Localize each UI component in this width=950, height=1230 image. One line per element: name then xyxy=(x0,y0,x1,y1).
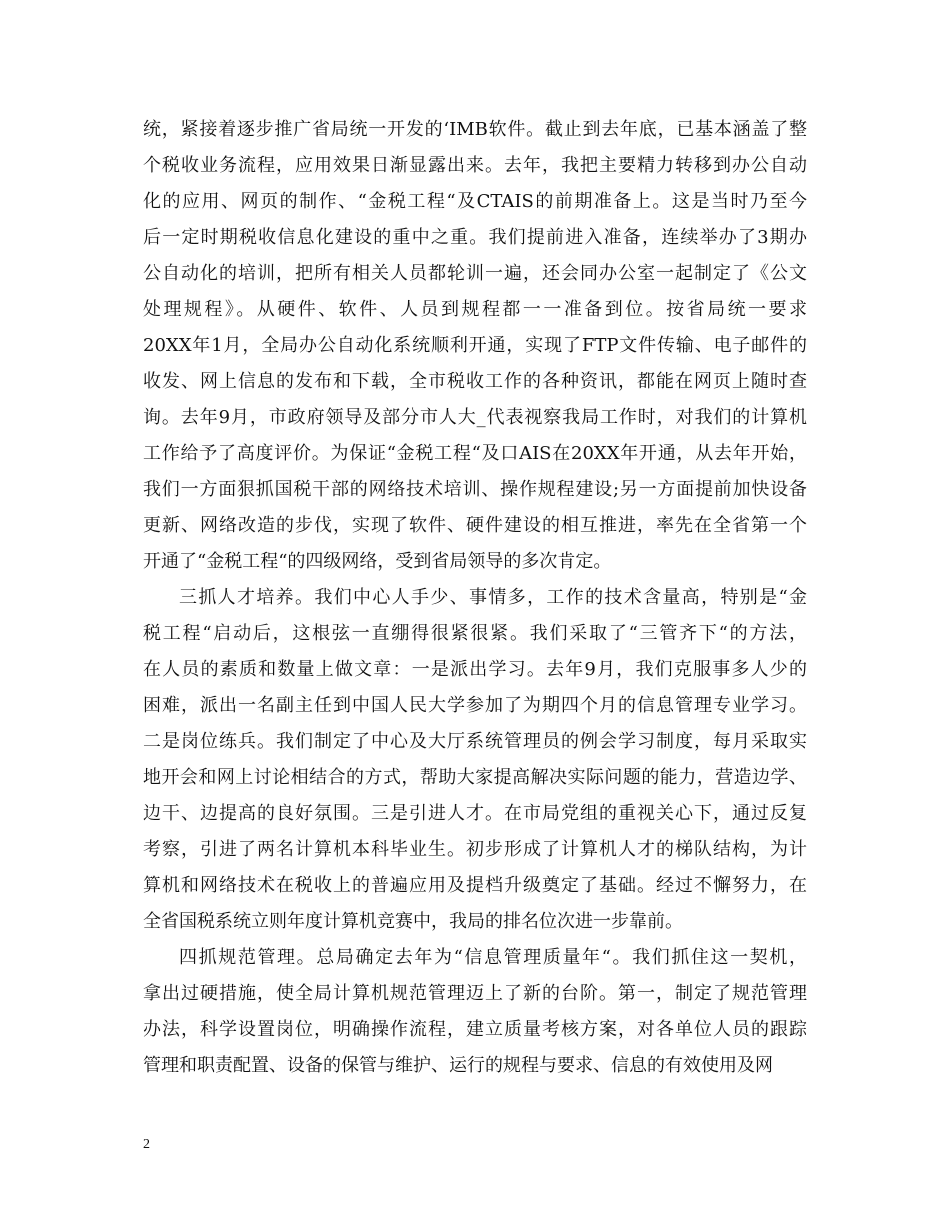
text-line: 困难，派出一名副主任到中国人民大学参加了为期四个月的信息管理专业学习。 xyxy=(143,695,807,716)
paragraph xyxy=(143,580,807,940)
text-line: 统，紧接着逐步推广省局统一开发的‘IMB软件。截止到去年底，已基本涵盖了整 xyxy=(143,119,807,140)
text-line: 我们一方面狠抓国税干部的网络技术培训、操作规程建设;另一方面提前加快设备 xyxy=(143,479,807,500)
text-line: 二是岗位练兵。我们制定了中心及大厅系统管理员的例会学习制度，每月采取实 xyxy=(143,731,807,752)
text-line: 收发、网上信息的发布和下载，全市税收工作的各种资讯，都能在网页上随时查 xyxy=(143,371,807,392)
text-line: 个税收业务流程，应用效果日渐显露出来。去年，我把主要精力转移到办公自动 xyxy=(143,155,807,176)
text-line: 处理规程》。从硬件、软件、人员到规程都一一准备到位。按省局统一要求 xyxy=(143,299,807,320)
page-number: 2 xyxy=(143,1137,150,1152)
text-line: 边干、边提高的良好氛围。三是引进人才。在市局党组的重视关心下，通过反复 xyxy=(143,803,807,824)
text-line: 税工程“启动后，这根弦一直绷得很紧很紧。我们采取了“三管齐下“的方法， xyxy=(143,623,807,644)
text-line: 全省国税系统立则年度计算机竞赛中，我局的排名位次进一步靠前。 xyxy=(143,911,683,932)
text-line: 开通了“金税工程“的四级网络，受到省局领导的多次肯定。 xyxy=(143,551,612,572)
text-line: 在人员的素质和数量上做文章：一是派出学习。去年9月，我们克服事多人少的 xyxy=(143,659,807,680)
text-line: 更新、网络改造的步伐，实现了软件、硬件建设的相互推进，率先在全省第一个 xyxy=(143,515,807,536)
text-line: 三抓人才培养。我们中心人手少、事情多，工作的技术含量高，特别是“金 xyxy=(179,587,807,608)
text-line: 询。去年9月，市政府领导及部分市人大_代表视察我局工作时，对我们的计算机 xyxy=(143,407,807,428)
text-line: 后一定时期税收信息化建设的重中之重。我们提前进入准备，连续举办了3期办 xyxy=(143,227,807,248)
text-line: 20XX年1月，全局办公自动化系统顺利开通，实现了FTP文件传输、电子邮件的 xyxy=(143,335,807,356)
text-line: 公自动化的培训，把所有相关人员都轮训一遍，还会同办公室一起制定了《公文 xyxy=(143,263,807,284)
body-text xyxy=(143,112,807,1084)
text-line: 办法，科学设置岗位，明确操作流程，建立质量考核方案，对各单位人员的跟踪 xyxy=(143,1019,807,1040)
text-line: 考察，引进了两名计算机本科毕业生。初步形成了计算机人才的梯队结构，为计 xyxy=(143,839,807,860)
paragraph xyxy=(143,112,807,580)
text-line: 工作给予了高度评价。为保证“金税工程“及口AIS在20XX年开通，从去年开始， xyxy=(143,443,807,464)
text-line: 管理和职责配置、设备的保管与维护、运行的规程与要求、信息的有效使用及网 xyxy=(143,1055,773,1076)
text-line: 地开会和网上讨论相结合的方式，帮助大家提高解决实际问题的能力，营造边学、 xyxy=(143,767,807,788)
text-line: 四抓规范管理。总局确定去年为“信息管理质量年“。我们抓住这一契机， xyxy=(179,947,807,968)
text-line: 拿出过硬措施，使全局计算机规范管理迈上了新的台阶。第一，制定了规范管理 xyxy=(143,983,807,1004)
text-line: 算机和网络技术在税收上的普遍应用及提档升级奠定了基础。经过不懈努力，在 xyxy=(143,875,807,896)
text-line: 化的应用、网页的制作、“金税工程“及CTAIS的前期准备上。这是当时乃至今 xyxy=(143,191,807,212)
paragraph xyxy=(143,940,807,1084)
